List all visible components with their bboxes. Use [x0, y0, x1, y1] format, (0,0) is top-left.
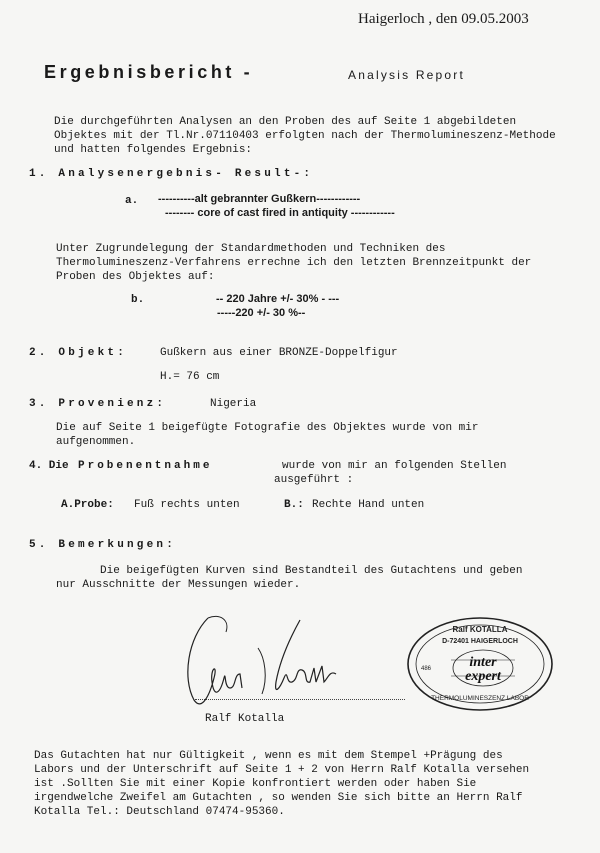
- remarks-line: nur Ausschnitte der Messungen wieder.: [56, 579, 301, 591]
- stamp-address: D-72401 HAIGERLOCH: [442, 638, 518, 645]
- result-a-label: a.: [125, 195, 139, 207]
- result-b-label: b.: [131, 294, 145, 306]
- stamp-owner: Ralf KOTALLA: [452, 625, 508, 634]
- method-line: Unter Zugrundelegung der Standardmethoden und Techniken des: [56, 243, 446, 255]
- sample-a-label: A.Probe:: [61, 499, 114, 511]
- object-value: Gußkern aus einer BRONZE-Doppelfigur: [160, 347, 398, 359]
- section-heading-sampling-prefix: 4. Die: [29, 460, 69, 472]
- section-heading-result: 1. Analysenergebnis- Result-:: [29, 168, 314, 180]
- lab-stamp: [405, 614, 555, 712]
- intro-line: Die durchgeführten Analysen an den Proben des auf Seite 1 abgebildeten: [54, 116, 517, 128]
- provenance-value: Nigeria: [210, 398, 257, 410]
- intro-line: Objektes mit der Tl.Nr.07110403 erfolgten nach der Thermolumineszenz-Methode: [54, 130, 556, 142]
- provenance-note: aufgenommen.: [56, 436, 136, 448]
- sample-b-value: Rechte Hand unten: [312, 499, 425, 511]
- result-b-line: -----220 +/- 30 %--: [217, 307, 306, 319]
- handwritten-signature: [180, 608, 355, 718]
- object-height: H.= 76 cm: [160, 371, 220, 383]
- sampling-text: wurde von mir an folgenden Stellen: [282, 460, 507, 472]
- footer-line: Das Gutachten hat nur Gültigkeit , wenn es mit dem Stempel +Prägung des: [34, 750, 503, 762]
- sampling-text: ausgeführt :: [274, 474, 354, 486]
- method-line: Proben des Objektes auf:: [56, 271, 215, 283]
- footer-line: Labors und der Unterschrift auf Seite 1 + 2 von Herrn Ralf Kotalla versehen: [34, 764, 530, 776]
- method-line: Thermolumineszenz-Verfahrens errechne ich den letzten Brennzeitpunkt der: [56, 257, 532, 269]
- footer-line: Kotalla Tel.: Deutschland 07474-95360.: [34, 806, 285, 818]
- section-heading-provenance: 3. Provenienz:: [29, 398, 167, 410]
- stamp-logo-expert: expert: [465, 669, 501, 684]
- result-b-line: -- 220 Jahre +/- 30% - ---: [216, 293, 340, 305]
- result-a-line: -------- core of cast fired in antiquity ------------: [165, 207, 395, 219]
- remarks-line: Die beigefügten Kurven sind Bestandteil des Gutachtens und geben: [100, 565, 523, 577]
- section-heading-sampling: Probenentnahme: [78, 460, 213, 472]
- stamp-logo-inter: inter: [469, 655, 497, 670]
- report-title: Ergebnisbericht -: [44, 62, 254, 82]
- section-heading-object: 2. Objekt:: [29, 347, 128, 359]
- sample-a-value: Fuß rechts unten: [134, 499, 240, 511]
- report-subtitle: Analysis Report: [348, 68, 466, 82]
- signatory-name: Ralf Kotalla: [205, 713, 285, 725]
- section-heading-remarks: 5. Bemerkungen:: [29, 539, 177, 551]
- provenance-note: Die auf Seite 1 beigefügte Fotografie des Objektes wurde von mir: [56, 422, 479, 434]
- sample-b-label: B.:: [284, 499, 304, 511]
- stamp-lab-name: THERMOLUMINESZENZ LABOR: [431, 695, 529, 702]
- intro-line: und hatten folgendes Ergebnis:: [54, 144, 253, 156]
- stamp-side-number: 486: [421, 666, 432, 672]
- footer-line: irgendwelche Zweifel am Gutachten , so wenden Sie sich bitte an Herrn Ralf: [34, 792, 523, 804]
- result-a-line: ----------alt gebrannter Gußkern------------: [158, 193, 361, 205]
- place-date: Haigerloch , den 09.05.2003: [358, 11, 529, 27]
- footer-line: ist .Sollten Sie mit einer Kopie konfrontiert werden oder haben Sie: [34, 778, 477, 790]
